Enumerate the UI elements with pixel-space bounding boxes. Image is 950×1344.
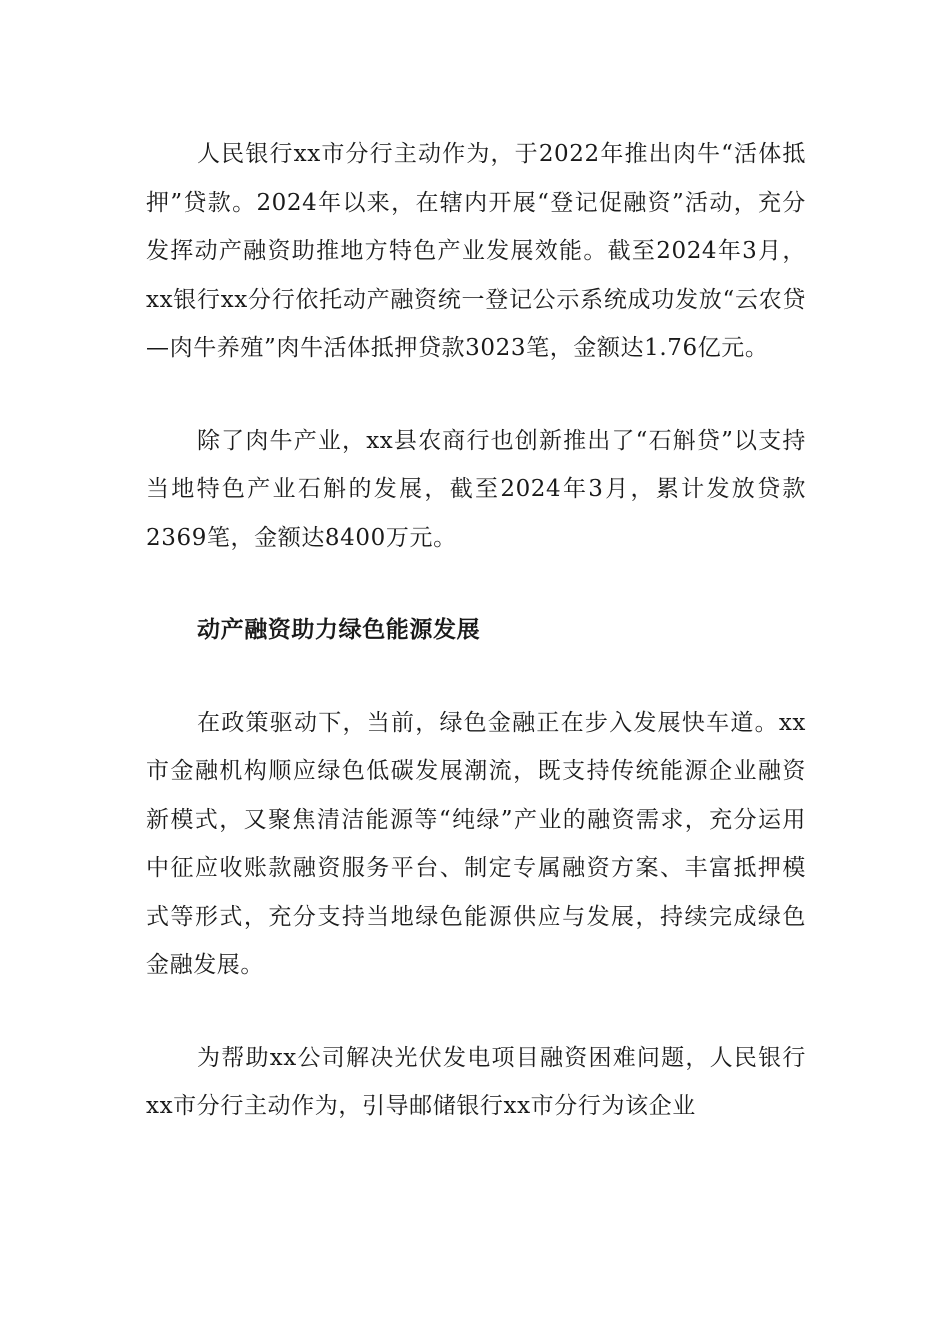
paragraph-solar-project: 为帮助xx公司解决光伏发电项目融资困难问题，人民银行xx市分行主动作为，引导邮储银行xx市分行为该企业 — [146, 1044, 806, 1119]
paragraph-spacer — [146, 990, 806, 1034]
paragraph-green-finance: 在政策驱动下，当前，绿色金融正在步入发展快车道。xx市金融机构顺应绿色低碳发展潮流，既支持传统能源企业融资新模式，又聚焦清洁能源等“纯绿”产业的融资需求，充分运用中征应收账款融资服务平台、制定专属融资方案、丰富抵押模式等形式，充分支持当地绿色能源供应与发展，持续完成绿色金融发展。 — [146, 709, 806, 978]
paragraph-spacer — [146, 655, 806, 699]
paragraph-dendrobium-loans: 除了肉牛产业，xx县农商行也创新推出了“石斛贷”以支持当地特色产业石斛的发展，截至2024年3月，累计发放贷款2369笔，金额达8400万元。 — [146, 427, 806, 551]
paragraph-live-cattle-loans: 人民银行xx市分行主动作为，于2022年推出肉牛“活体抵押”贷款。2024年以来，在辖内开展“登记促融资”活动，充分发挥动产融资助推地方特色产业发展效能。截至2024年3月，xx银行xx分行依托动产融资统一登记公示系统成功发放“云农贷—肉牛养殖”肉牛活体抵押贷款3023笔，金额达1.76亿元。 — [146, 141, 806, 361]
paragraph-spacer — [146, 562, 806, 606]
paragraph-spacer — [146, 373, 806, 417]
section-heading: 动产融资助力绿色能源发展 — [197, 616, 481, 643]
document-body — [146, 130, 806, 1131]
